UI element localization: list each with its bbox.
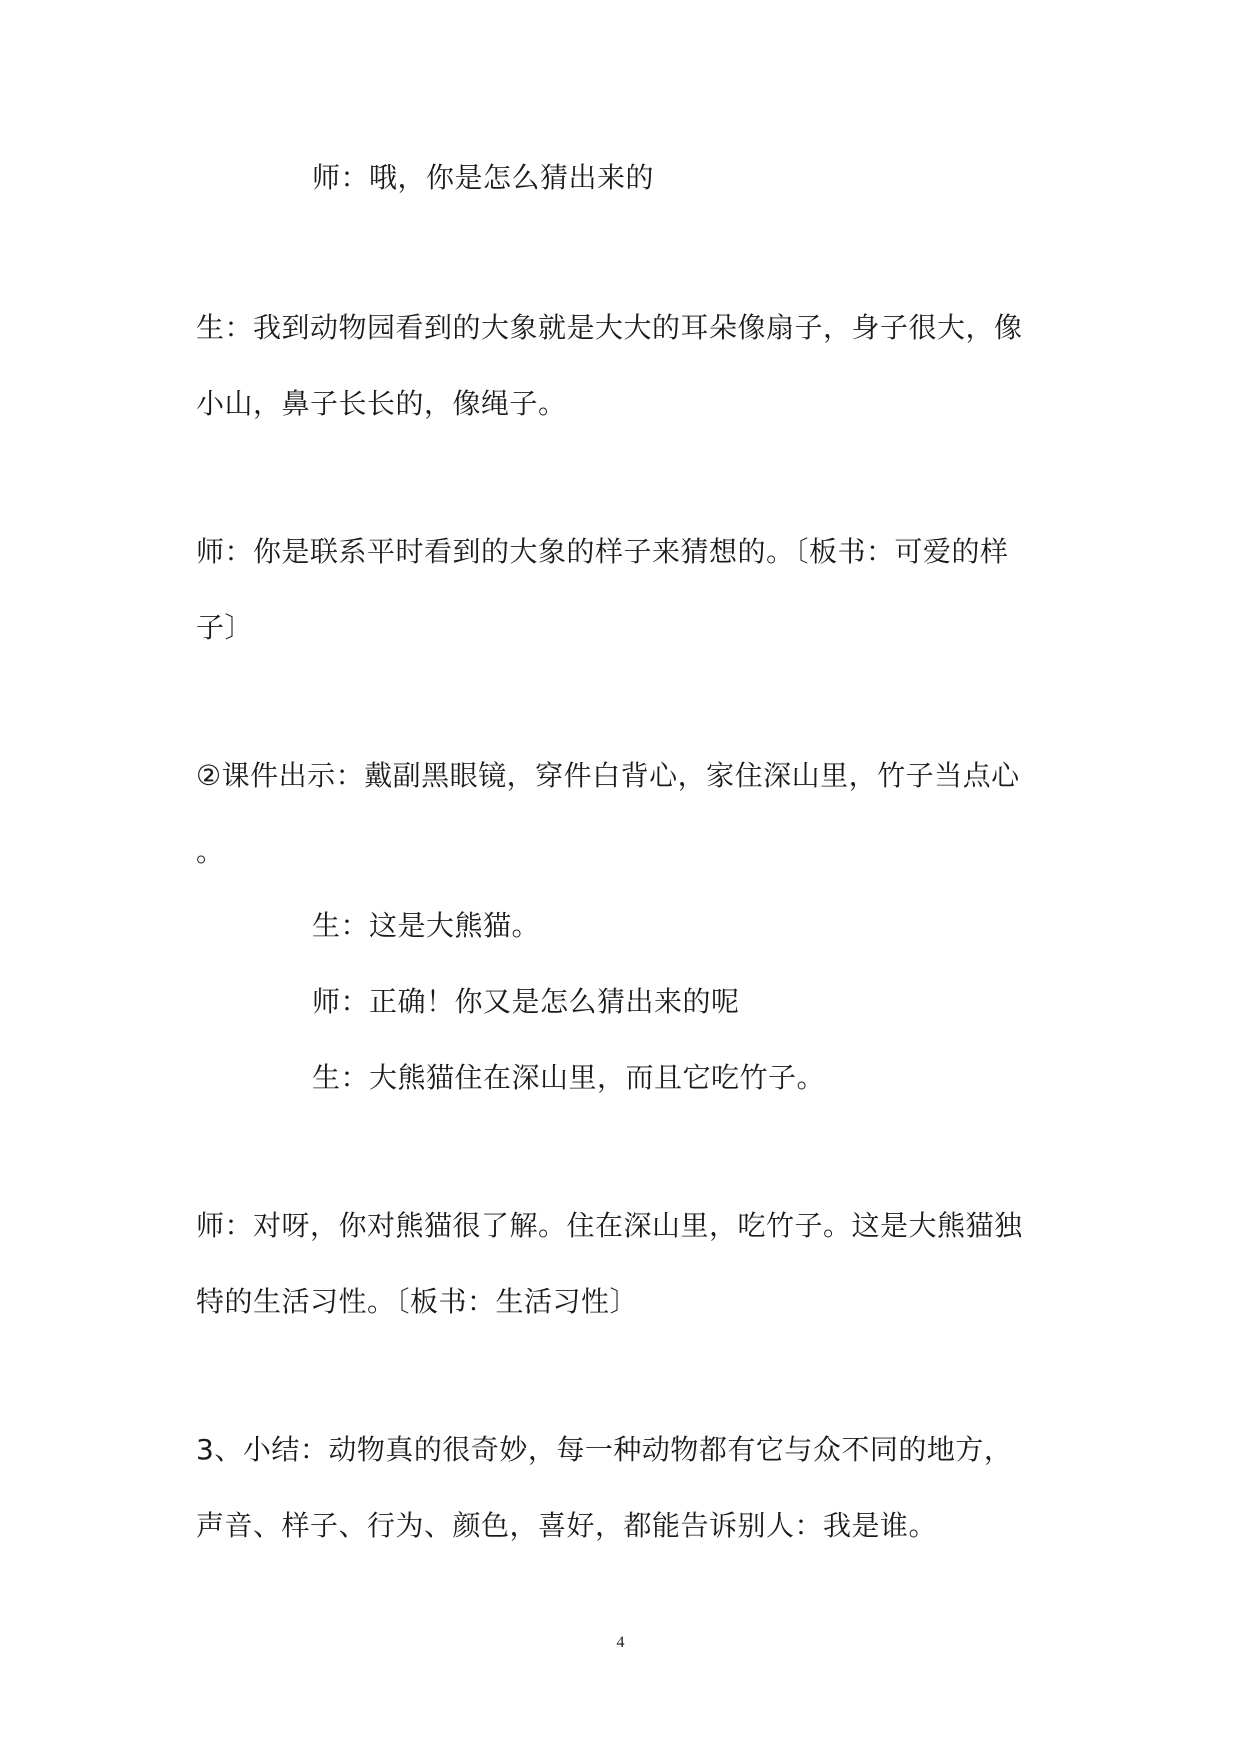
dialogue-line-teacher: 师：对呀，你对熊猫很了解。住在深山里，吃竹子。这是大熊猫独 — [196, 1209, 1023, 1242]
dialogue-line-teacher: 师：正确！你又是怎么猜出来的呢 — [312, 985, 740, 1018]
summary-line-continued: 声音、样子、行为、颜色，喜好，都能告诉别人：我是谁。 — [196, 1509, 938, 1542]
dialogue-line-teacher-continued: 特的生活习性。〔板书：生活习性〕 — [196, 1285, 639, 1318]
dialogue-line-teacher-continued: 子〕 — [196, 611, 254, 644]
dialogue-line-student-continued: 小山，鼻子长长的，像绳子。 — [196, 387, 567, 420]
dialogue-line-student: 生：我到动物园看到的大象就是大大的耳朵像扇子，身子很大，像 — [196, 311, 1023, 344]
summary-line: 3、小结：动物真的很奇妙，每一种动物都有它与众不同的地方， — [196, 1433, 1013, 1466]
page-number: 4 — [616, 1634, 625, 1651]
courseware-display-line: ②课件出示：戴副黑眼镜，穿件白背心，家住深山里，竹子当点心 — [196, 759, 1020, 792]
dialogue-line-teacher: 师：哦，你是怎么猜出来的 — [312, 161, 655, 194]
dialogue-line-student: 生：这是大熊猫。 — [312, 909, 541, 942]
courseware-display-line-continued: 。 — [196, 835, 225, 868]
dialogue-line-teacher: 师：你是联系平时看到的大象的样子来猜想的。〔板书：可爱的样 — [196, 535, 1009, 568]
dialogue-line-student: 生：大熊猫住在深山里，而且它吃竹子。 — [312, 1061, 826, 1094]
